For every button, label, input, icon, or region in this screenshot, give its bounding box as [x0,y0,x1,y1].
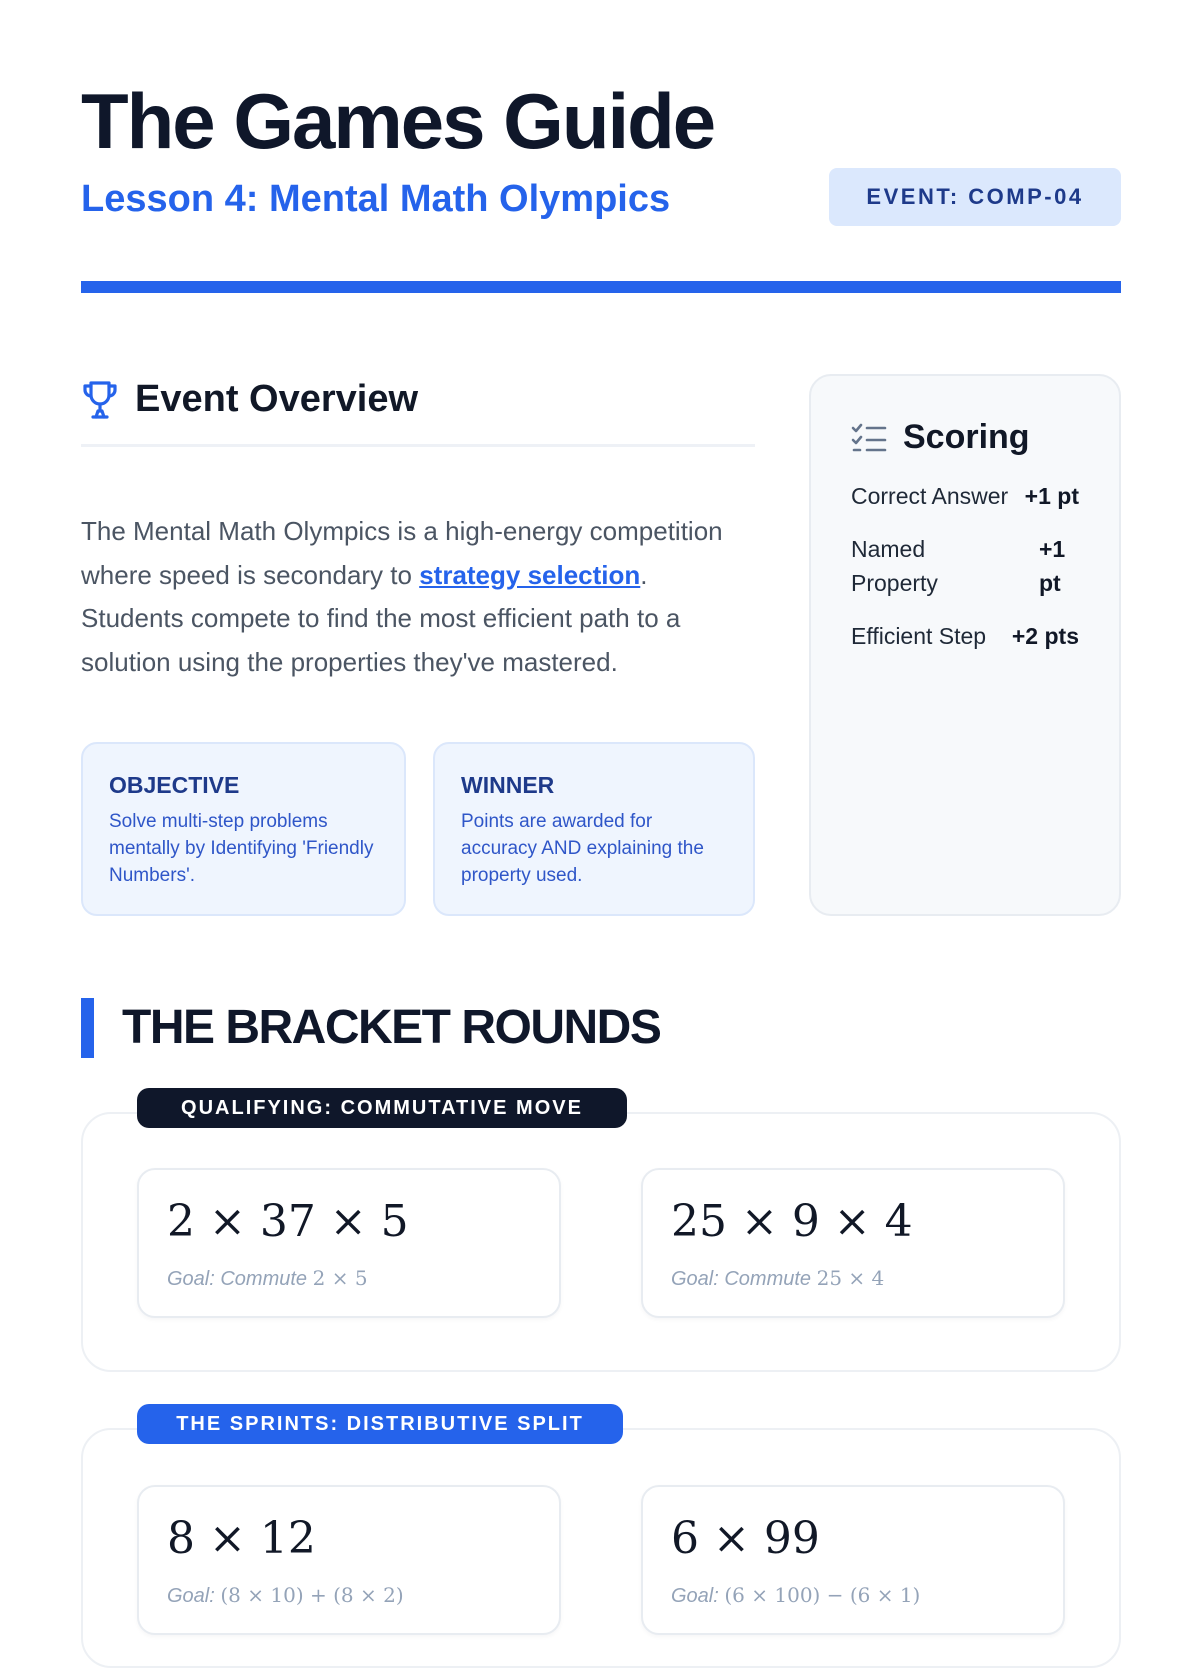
scoring-title: Scoring [903,418,1030,456]
overview-title: Event Overview [135,378,419,420]
checklist-icon [851,422,887,454]
problem-expression: 25 × 9 × 4 [671,1196,913,1247]
problem-goal [167,1266,531,1291]
problem-expression: 8 × 12 [167,1513,316,1564]
problem-card [641,1485,1065,1635]
round-label-sprints: THE SPRINTS: DISTRIBUTIVE SPLIT [137,1404,623,1444]
problem-goal [671,1583,1035,1608]
problem-card [137,1168,561,1318]
objective-text: Solve multi-step problems mentally by Identifying 'Friendly Numbers'. [109,811,374,886]
goal-label: Goal: [167,1585,215,1607]
overview-text-start: The Mental Math Olympics is a high-energy competition where speed is secondary to [81,516,723,590]
lesson-subtitle: Lesson 4: Mental Math Olympics [81,178,671,220]
problem-goal [167,1583,531,1608]
objective-card [81,742,406,916]
round-label-qualifying: QUALIFYING: COMMUTATIVE MOVE [137,1088,627,1128]
score-points: +2 pts [1011,623,1079,649]
trophy-icon [81,380,119,420]
problem-card [137,1485,561,1635]
goal-label: Goal: Commute [167,1268,308,1290]
goal-math: (8 × 10) + (8 × 2) [220,1583,404,1607]
score-row [851,479,1079,513]
overview-header [81,376,755,447]
problem-expression: 6 × 99 [671,1513,820,1564]
goal-math: 2 × 5 [312,1266,368,1290]
page-title: The Games Guide [81,77,715,165]
header-divider [81,281,1121,293]
winner-label: WINNER [461,772,555,798]
score-name: Correct Answer [851,483,1009,509]
goal-math: (6 × 100) − (6 × 1) [724,1583,921,1607]
score-points: +1 pt [1024,483,1079,509]
overview-paragraph [81,510,755,684]
winner-text: Points are awarded for accuracy AND explaining the property used. [461,811,704,886]
scoring-header [851,418,1079,457]
scoring-panel [809,374,1121,916]
strategy-selection-link[interactable]: strategy selection [419,559,641,590]
problem-expression: 2 × 37 × 5 [167,1196,409,1247]
problem-goal [671,1266,1035,1291]
objective-label: OBJECTIVE [109,772,240,798]
score-name: Efficient Step [851,623,987,649]
event-badge: EVENT: COMP-04 [829,168,1121,226]
goal-label: Goal: Commute [671,1268,812,1290]
bracket-accent-bar [81,998,94,1058]
problem-card [641,1168,1065,1318]
score-row [851,532,1079,600]
overview-text-end: . Students compete to find the most efficient path to a solution using the properties they've mastered. [81,559,681,677]
score-points: +1 pt [1039,536,1066,596]
winner-card [433,742,755,916]
bracket-title: THE BRACKET ROUNDS [122,1001,661,1054]
goal-label: Goal: [671,1585,719,1607]
score-name: Named Property [851,536,938,596]
goal-math: 25 × 4 [816,1266,885,1290]
score-row [851,619,1079,653]
